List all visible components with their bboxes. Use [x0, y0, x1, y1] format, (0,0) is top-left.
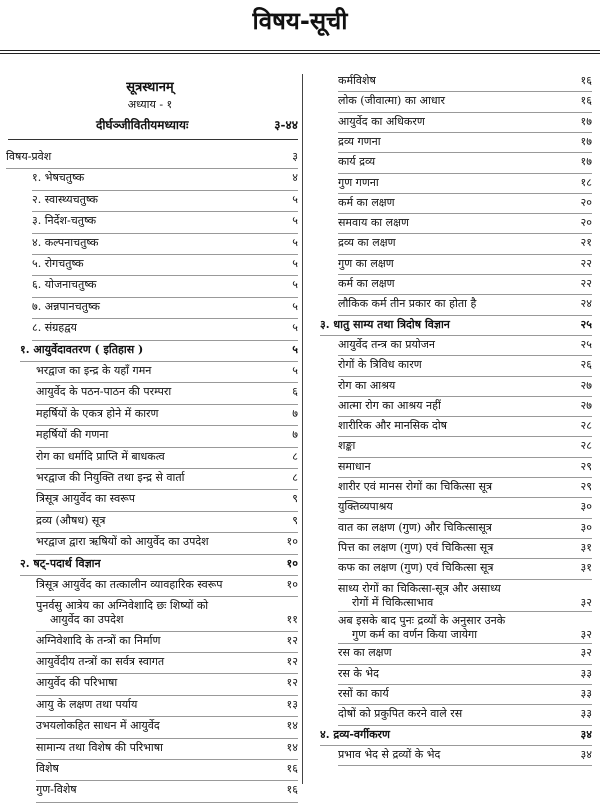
toc-entry-divider: [36, 759, 298, 760]
toc-entry-page: २४: [580, 297, 592, 311]
toc-entry-divider: [338, 457, 592, 458]
toc-entry-page: २९: [580, 459, 592, 473]
toc-entry-label: अब इसके बाद पुनः द्रव्यों के अनुसार उनके: [338, 613, 506, 627]
toc-entry-label: द्रव्य (औषध) सूत्र: [36, 513, 106, 527]
toc-entry-divider: [338, 91, 592, 92]
toc-entry-divider: [20, 361, 298, 362]
toc-entry-page: १०: [286, 556, 298, 570]
toc-entry-label: त्रिसूत्र आयुर्वेद का स्वरूप: [36, 492, 135, 506]
toc-entry-label: ८. संग्रहद्वय: [32, 321, 77, 335]
toc-entry-label: आयुर्वेद की परिभाषा: [36, 676, 118, 690]
toc-entry-label: कर्म का लक्षण: [338, 195, 395, 209]
toc-entry-divider: [32, 254, 298, 255]
toc-entry: [338, 614, 592, 646]
toc-entry-divider: [32, 340, 298, 341]
column-divider: [302, 74, 303, 784]
toc-entry-label: ७. अन्नपानचतुष्क: [32, 299, 100, 313]
toc-entry-label: १. आयुर्वेदावतरण ( इतिहास ): [20, 342, 144, 356]
toc-entry-page: ३४: [580, 747, 592, 761]
toc-entry-divider: [36, 652, 298, 653]
toc-entry-divider: [338, 518, 592, 519]
toc-entry-page: ५: [292, 192, 298, 206]
toc-entry-divider: [338, 233, 592, 234]
toc-entry-label: द्रव्य गणना: [338, 134, 381, 148]
toc-entry-label: कफ का लक्षण (गुण) एवं चिकित्सा सूत्र: [338, 561, 494, 575]
toc-entry-divider: [32, 318, 298, 319]
toc-entry-page: १३: [286, 697, 298, 711]
toc-entry-divider: [338, 376, 592, 377]
toc-entry-label: प्रभाव भेद से द्रव्यों के भेद: [338, 747, 441, 761]
toc-entry-label-continued: आयुर्वेद का उपदेश: [50, 613, 124, 627]
toc-entry-divider: [338, 497, 592, 498]
toc-entry-page: ४: [292, 171, 298, 185]
toc-entry-page: २२: [580, 277, 592, 290]
toc-entry-divider: [338, 173, 592, 174]
toc-entry-divider: [338, 579, 592, 580]
toc-entry-divider: [20, 575, 298, 576]
toc-entry-label: कर्मविशेष: [338, 74, 376, 87]
toc-entry-divider: [36, 802, 298, 803]
chapter-divider: [8, 139, 298, 140]
toc-entry-label: २. षट्-पदार्थ विज्ञान: [20, 556, 101, 570]
toc-entry-page: २७: [580, 378, 592, 392]
chapter-pages: ३-४४: [274, 118, 298, 132]
toc-entry-divider: [36, 673, 298, 674]
toc-entry-page: १६: [286, 783, 298, 797]
toc-entry-page: १६: [286, 762, 298, 776]
toc-entry-divider: [338, 477, 592, 478]
toc-entry-divider: [338, 704, 592, 705]
toc-entry-label: रोग का आश्रय: [338, 378, 396, 392]
toc-entry-page: ६: [292, 385, 298, 399]
toc-entry-page: १४: [286, 740, 298, 754]
toc-entry-divider: [36, 489, 298, 490]
toc-entry-page: २२: [580, 256, 592, 270]
toc-entry-page: ३१: [580, 540, 592, 554]
toc-entry-divider: [338, 643, 592, 644]
toc-entry-page: १८: [580, 175, 592, 189]
toc-entry-label: कार्य द्रव्य: [338, 155, 376, 169]
toc-entry-page: ३२: [580, 627, 592, 641]
toc-entry-divider: [36, 716, 298, 717]
toc-entry-divider: [320, 745, 592, 746]
toc-entry-page: १०: [286, 578, 298, 591]
toc-entry-label: लौकिक कर्म तीन प्रकार का होता है: [338, 297, 477, 311]
toc-entry-divider: [36, 425, 298, 426]
toc-entry-page: ७: [292, 406, 298, 420]
toc-entry-divider: [32, 211, 298, 212]
toc-entry-divider: [32, 297, 298, 298]
toc-entry-label: आयुर्वेद का अधिकरण: [338, 114, 425, 128]
toc-entry-divider: [338, 538, 592, 539]
toc-entry-label-continued: गुण कर्म का वर्णन किया जायेगा: [352, 627, 478, 641]
toc-entry-page: ८: [292, 471, 298, 484]
toc-entry-page: ३२: [580, 646, 592, 660]
toc-entry-label: पुनर्वसु आत्रेय का अग्निवेशादि छः शिष्यों को: [36, 599, 209, 613]
toc-entry-label: ६. योजनाचतुष्क: [32, 278, 97, 292]
toc-entry-label: दोषों को प्रकुपित करने वाले रस: [338, 707, 463, 721]
toc-entry-divider: [338, 294, 592, 295]
toc-entry-label: रोगों के त्रिविध कारण: [338, 358, 422, 372]
toc-entry-page: २८: [580, 419, 592, 433]
toc-entry-page: १४: [286, 719, 298, 733]
toc-entry-label: आयुर्वेदीय तन्त्रों का सर्वत्र स्वागत: [36, 655, 165, 669]
toc-entry-divider: [338, 436, 592, 437]
toc-entry-page: ३३: [580, 687, 592, 701]
toc-entry-label: गुण गणना: [338, 175, 379, 189]
toc-entry-label: आयुर्वेद के पठन-पाठन की परम्परा: [36, 385, 172, 399]
toc-entry-label: युक्तिव्यपाश्रय: [338, 500, 393, 514]
toc-entry-divider: [320, 335, 592, 336]
toc-entry-label: महर्षियों की गणना: [36, 428, 109, 442]
toc-entry-label: वात का लक्षण (गुण) और चिकित्सासूत्र: [338, 520, 492, 534]
toc-entry-page: ९: [292, 492, 298, 506]
toc-entry-divider: [36, 532, 298, 533]
toc-entry-page: १६: [580, 94, 592, 108]
toc-entry-page: २५: [580, 337, 592, 351]
toc-entry-label: भरद्वाज द्वारा ऋषियों को आयुर्वेद का उपदेश: [36, 535, 209, 549]
toc-entry-label: साध्य रोगों का चिकित्सा-सूत्र और असाध्य: [338, 581, 501, 595]
toc-entry-divider: [36, 596, 298, 597]
toc-entry-label: रस का लक्षण: [338, 646, 392, 660]
toc-entry-label: २. स्वास्थ्यचतुष्क: [32, 192, 99, 206]
top-rule-double: [0, 53, 600, 54]
toc-entry-divider: [36, 780, 298, 781]
page-title: विषय-सूची: [252, 7, 348, 35]
toc-entry-page: ३१: [580, 561, 592, 575]
toc-entry-page: २५: [580, 317, 592, 331]
toc-entry-divider: [338, 213, 592, 214]
toc-entry-page: १२: [286, 676, 298, 690]
toc-entry-label: पित्त का लक्षण (गुण) एवं चिकित्सा सूत्र: [338, 540, 494, 554]
toc-entry-page: ३२: [580, 595, 592, 609]
toc-entry-page: ५: [292, 342, 298, 356]
toc-entry-page: ३३: [580, 707, 592, 721]
toc-entry-divider: [338, 315, 592, 316]
toc-entry-page: २९: [580, 480, 592, 493]
top-rule: [0, 50, 600, 51]
toc-entry-label: गुण का लक्षण: [338, 256, 394, 270]
toc-entry-label: शारीरिक और मानसिक दोष: [338, 419, 448, 433]
toc-entry-label: सामान्य तथा विशेष की परिभाषा: [36, 740, 163, 754]
toc-entry-label: ३. धातु साम्य तथा त्रिदोष विज्ञान: [320, 317, 450, 331]
toc-entry-divider: [338, 112, 592, 113]
toc-entry-label: कर्म का लक्षण: [338, 277, 395, 290]
toc-entry-label: १. भेषचतुष्क: [32, 171, 85, 185]
toc-entry-page: १०: [286, 535, 298, 549]
toc-entry-page: ५: [292, 299, 298, 313]
toc-entry-divider: [6, 168, 298, 169]
toc-entry-divider: [36, 631, 298, 632]
toc-entry-label: भरद्वाज की नियुक्ति तथा इन्द्र से वार्ता: [36, 471, 185, 484]
toc-entry: [36, 599, 298, 633]
toc-entry-label: ४. कल्पनाचतुष्क: [32, 235, 99, 249]
toc-entry-divider: [338, 725, 592, 726]
toc-entry-label: अग्निवेशादि के तन्त्रों का निर्माण: [36, 633, 161, 647]
toc-entry-page: ३०: [580, 520, 592, 534]
toc-entry-page: १६: [580, 74, 592, 87]
toc-entry-label: गुण-विशेष: [36, 783, 77, 797]
toc-entry-page: ११: [286, 613, 298, 627]
chapter-number: अध्याय - १: [127, 98, 173, 111]
toc-entry-label-continued: रोगों में चिकित्साभाव: [352, 595, 434, 609]
toc-entry-divider: [36, 447, 298, 448]
toc-entry-page: ५: [292, 257, 298, 270]
toc-entry-divider: [338, 355, 592, 356]
toc-entry-label: विषय-प्रवेश: [6, 150, 52, 163]
toc-entry-page: १७: [580, 114, 592, 128]
toc-entry-page: २०: [580, 195, 592, 209]
toc-entry-page: ७: [292, 428, 298, 442]
toc-entry-page: ५: [292, 321, 298, 335]
toc-entry-divider: [36, 511, 298, 512]
toc-entry-divider: [32, 233, 298, 234]
toc-entry-label: समाधान: [338, 459, 371, 473]
toc-entry-label: त्रिसूत्र आयुर्वेद का तत्कालीन व्यावहारिक स्वरूप: [36, 578, 223, 591]
toc-entry-page: १२: [286, 655, 298, 669]
toc-entry-divider: [338, 558, 592, 559]
toc-entry-page: ९: [292, 513, 298, 527]
toc-entry-page: ५: [292, 364, 298, 377]
toc-entry-page: २८: [580, 439, 592, 453]
toc-entry-page: १२: [286, 633, 298, 647]
toc-entry-divider: [36, 382, 298, 383]
toc-entry-page: १७: [580, 134, 592, 148]
toc-entry-page: ३०: [580, 500, 592, 514]
toc-entry-divider: [338, 611, 592, 612]
toc-entry-page: ३: [292, 150, 298, 163]
toc-entry-page: २६: [580, 358, 592, 372]
toc-entry-label: लोक (जीवात्मा) का आधार: [338, 94, 445, 108]
toc-entry-label: समवाय का लक्षण: [338, 216, 409, 230]
toc-entry-label: आत्मा रोग का आश्रय नहीं: [338, 398, 441, 412]
toc-entry-label: आयु के लक्षण तथा पर्याय: [36, 697, 138, 711]
toc-entry-label: ३. निर्देश-चतुष्क: [32, 214, 97, 228]
toc-entry-label: उभयलोकहित साधन में आयुर्वेद: [36, 719, 160, 733]
toc-entry-label: रस के भेद: [338, 666, 379, 680]
toc-entry-divider: [338, 684, 592, 685]
chapter-title: दीर्घञ्जीवितीयमध्यायः: [96, 118, 189, 132]
toc-entry-label: शङ्का: [338, 439, 356, 453]
toc-entry-divider: [338, 396, 592, 397]
toc-entry-page: २०: [580, 216, 592, 230]
toc-entry-label: शारीर एवं मानस रोगों का चिकित्सा सूत्र: [338, 480, 493, 493]
toc-entry-page: ५: [292, 278, 298, 292]
toc-entry-divider: [36, 468, 298, 469]
toc-entry-label: भरद्वाज का इन्द्र के यहाँ गमन: [36, 364, 152, 377]
toc-entry-page: ५: [292, 214, 298, 228]
toc-entry-page: ५: [292, 235, 298, 249]
toc-entry-divider: [338, 274, 592, 275]
toc-entry-divider: [338, 193, 592, 194]
toc-entry-page: १७: [580, 155, 592, 169]
toc-entry-divider: [36, 404, 298, 405]
toc-entry-label: विशेष: [36, 762, 59, 776]
toc-entry-divider: [338, 416, 592, 417]
toc-entry-page: २१: [580, 236, 592, 250]
toc-entry-divider: [32, 275, 298, 276]
toc-entry-page: ८: [292, 449, 298, 463]
toc-entry-page: ३३: [580, 666, 592, 680]
toc-entry: [338, 582, 592, 614]
toc-entry-divider: [36, 695, 298, 696]
toc-entry-page: २७: [580, 398, 592, 412]
toc-entry-label: आयुर्वेद तन्त्र का प्रयोजन: [338, 337, 436, 351]
toc-entry-page: ३४: [580, 727, 592, 741]
toc-entry-divider: [338, 765, 592, 766]
toc-entry-label: द्रव्य का लक्षण: [338, 236, 396, 250]
toc-entry-label: रोग का धर्मादि प्राप्ति में बाधकत्व: [36, 449, 165, 463]
toc-entry-divider: [338, 254, 592, 255]
toc-entry-label: ५. रोगचतुष्क: [32, 257, 84, 270]
toc-entry-divider: [338, 132, 592, 133]
toc-entry-divider: [338, 152, 592, 153]
section-heading: सूत्रस्थानम्: [126, 80, 174, 95]
toc-entry-divider: [36, 738, 298, 739]
toc-entry-label: रसों का कार्य: [338, 687, 389, 701]
toc-entry-divider: [36, 554, 298, 555]
toc-entry-divider: [338, 664, 592, 665]
toc-entry-label: ४. द्रव्य-वर्गीकरण: [320, 727, 390, 741]
toc-entry-divider: [32, 190, 298, 191]
toc-entry-label: महर्षियों के एकत्र होने में कारण: [36, 406, 159, 420]
